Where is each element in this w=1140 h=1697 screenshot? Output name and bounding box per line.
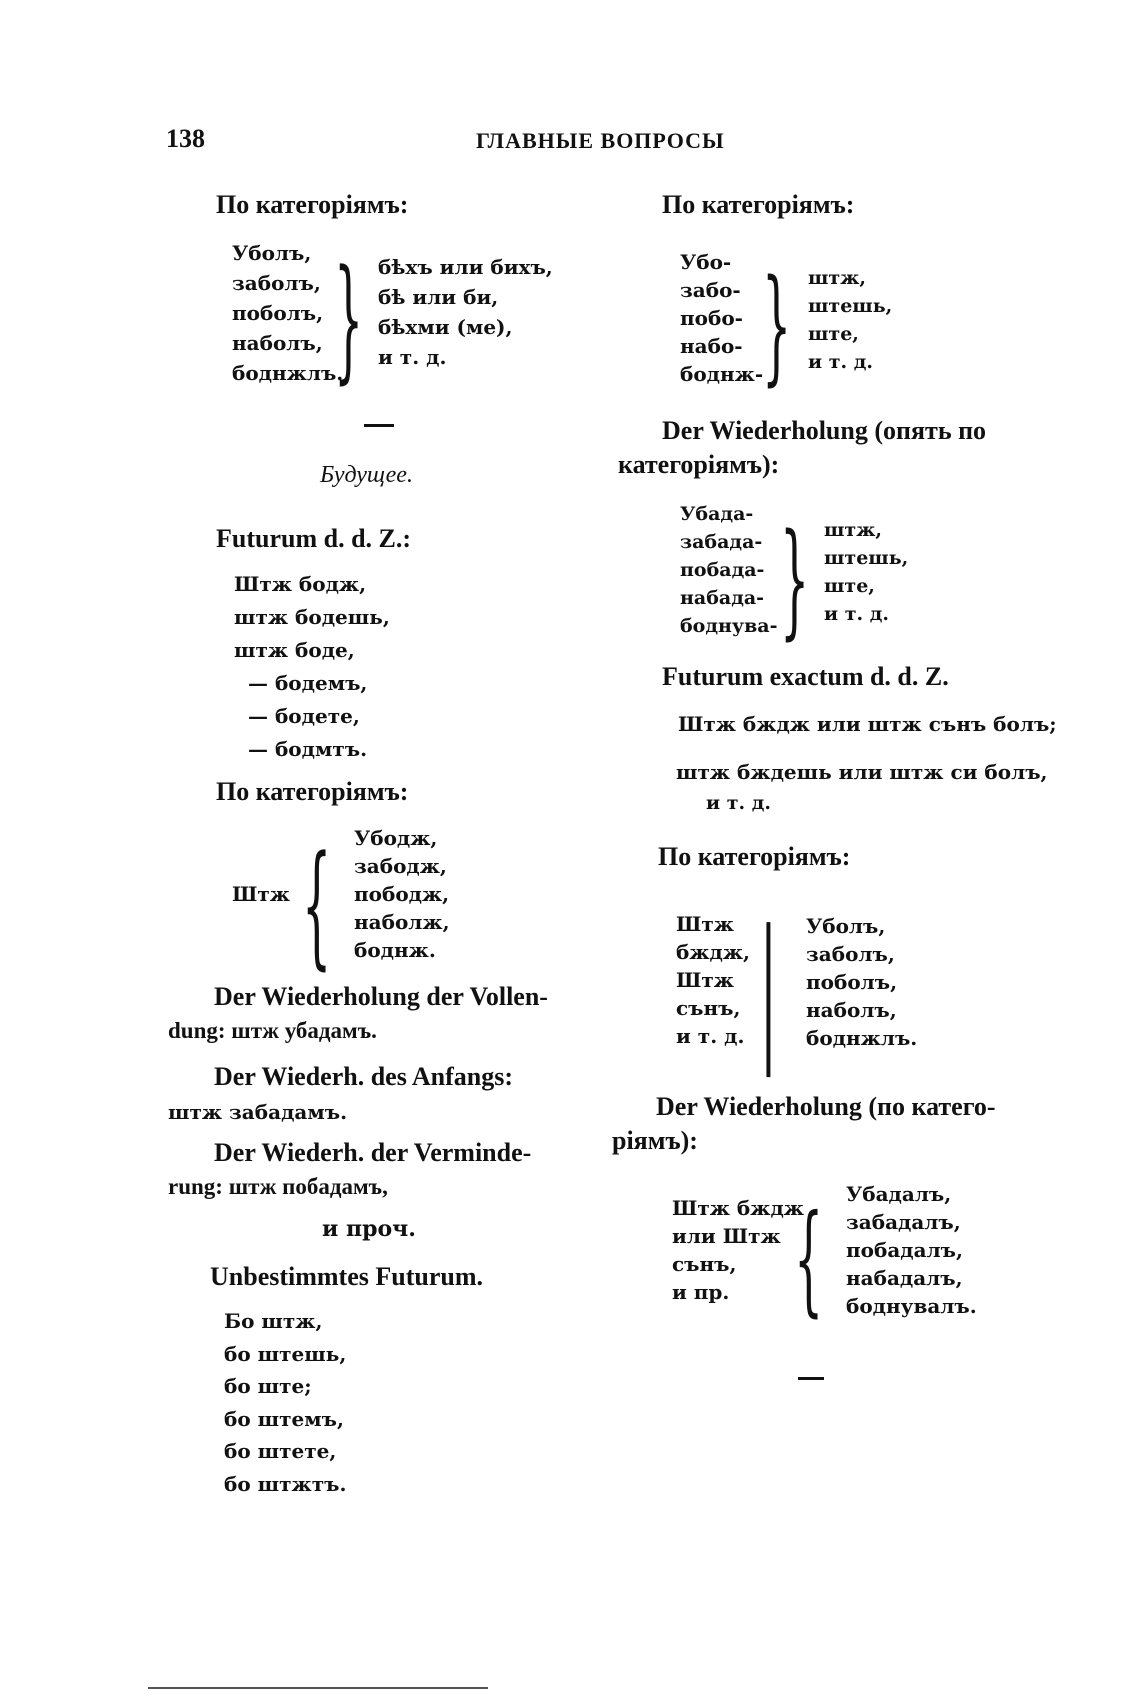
right-brace-icon: }	[780, 506, 810, 652]
list-item: поболъ,	[232, 301, 324, 325]
right-brace-icon: }	[762, 252, 792, 398]
wiederholung-vollendung-line1: Der Wiederholung der Vollen-	[214, 982, 548, 1011]
list-item: штж бодешь,	[234, 605, 390, 629]
wiederholung-vollendung-line2: dung: штж убадамъ.	[168, 1018, 377, 1043]
list-item: штe,	[824, 575, 875, 597]
right-cat4-participles	[846, 1180, 977, 1320]
list-item: бѣхми (ме),	[378, 315, 513, 339]
futurum-forms	[234, 568, 390, 766]
list-item: штe,	[808, 323, 859, 345]
list-item: бѣ или би,	[378, 285, 499, 309]
list-item: побо-	[680, 306, 743, 330]
list-item: бѣхъ или бихъ,	[378, 255, 553, 279]
running-title: ГЛАВНЫЕ ВОПРОСЫ	[476, 128, 725, 153]
left-brace-icon: {	[794, 1188, 824, 1329]
section-divider	[798, 1377, 824, 1380]
list-item: Штж бждж	[672, 1196, 804, 1220]
list-item: штж боде,	[234, 638, 355, 662]
left-cat2-auxiliary: Штж	[232, 882, 290, 906]
page-number: 138	[166, 124, 205, 153]
left-category-heading-1: По категоріямъ:	[216, 190, 409, 219]
list-item: побада-	[680, 559, 765, 581]
list-item: и т. д.	[378, 345, 447, 369]
list-item: — бодете,	[248, 704, 360, 728]
list-item: бо штe;	[224, 1374, 312, 1398]
right-cat2-stems	[680, 500, 777, 640]
list-item: боднжлъ.	[232, 361, 344, 385]
list-item: побадалъ,	[846, 1238, 963, 1262]
list-item: и пр.	[672, 1280, 730, 1304]
section-divider	[364, 424, 394, 427]
list-item: штешь,	[824, 547, 909, 569]
list-item: сънъ,	[676, 996, 741, 1020]
list-item: набада-	[680, 587, 765, 609]
wiederholung-anfangs-line1: Der Wiederh. des Anfangs:	[214, 1062, 514, 1091]
right-cat3-auxiliaries	[676, 910, 750, 1050]
right-brace-icon: }	[334, 240, 364, 397]
futurum-exactum-line3: и т. д.	[706, 792, 771, 814]
list-item: забодж,	[354, 854, 447, 878]
futurum-exactum-heading: Futurum exactum d. d. Z.	[662, 662, 949, 691]
left-category-heading-2: По категоріямъ:	[216, 777, 409, 806]
right-category-heading-3: По категоріямъ:	[658, 842, 851, 871]
list-item: поболъ,	[806, 970, 898, 994]
scan-edge-line	[148, 1687, 488, 1689]
unbestimmtes-forms	[224, 1305, 346, 1500]
list-item: забадалъ,	[846, 1210, 961, 1234]
right-wiederholung-line2: категоріямъ):	[618, 450, 780, 479]
list-item: Убада-	[680, 503, 754, 525]
list-item: бо штешь,	[224, 1341, 347, 1366]
futurum-heading: Futurum d. d. Z.:	[216, 524, 412, 553]
list-item: забо-	[680, 278, 741, 302]
list-item: набо-	[680, 334, 743, 358]
futurum-exactum-line1: Штж бждж или штж сънъ болъ;	[678, 712, 1057, 736]
future-title: Будущее.	[320, 462, 413, 488]
right-cat3-participles	[806, 912, 917, 1052]
list-item: Убадалъ,	[846, 1182, 952, 1206]
list-item: Убодж,	[354, 826, 438, 850]
list-item: наболъ,	[232, 331, 323, 355]
right-wiederholung2-line2: ріямъ):	[612, 1126, 698, 1155]
list-item: или Штж	[672, 1224, 781, 1248]
futurum-exactum-line2: штж бждешь или штж си болъ,	[676, 760, 1048, 784]
left-cat1-stems	[232, 238, 343, 388]
list-item: Штж	[676, 912, 734, 936]
list-item: боднува-	[680, 615, 778, 637]
list-item: бо штете,	[224, 1439, 337, 1463]
list-item: Штж бодж,	[234, 572, 367, 596]
list-item: наболъ,	[806, 998, 897, 1022]
right-category-heading-1: По категоріямъ:	[662, 190, 855, 219]
list-item: пободж,	[354, 882, 450, 906]
etc-text: и проч.	[322, 1216, 416, 1242]
right-cat2-endings	[824, 516, 908, 628]
right-wiederholung2-line1: Der Wiederholung (по катего-	[656, 1092, 996, 1121]
list-item: и т. д.	[676, 1024, 745, 1048]
list-item: штешь,	[808, 295, 893, 317]
list-item: боднж-	[680, 362, 764, 386]
list-item: набадалъ,	[846, 1266, 963, 1290]
list-item: — бодемъ,	[248, 671, 368, 695]
right-cat1-stems	[680, 248, 763, 388]
list-item: Уболъ,	[232, 241, 312, 265]
list-item: сънъ,	[672, 1252, 737, 1276]
wiederholung-verminderung-line1: Der Wiederh. der Verminde-	[214, 1138, 532, 1167]
list-item: Бо штж,	[224, 1309, 323, 1333]
unbestimmtes-futurum-heading: Unbestimmtes Futurum.	[210, 1262, 483, 1291]
list-item: штж,	[824, 519, 882, 541]
right-cat4-auxiliaries	[672, 1194, 804, 1306]
list-item: Уболъ,	[806, 914, 886, 938]
bracket-icon: |	[760, 898, 777, 1078]
wiederholung-verminderung-line2: rung: штж побадамъ,	[168, 1174, 388, 1199]
list-item: бо штжтъ.	[224, 1471, 347, 1496]
left-cat1-auxiliaries	[378, 252, 553, 372]
right-cat1-endings	[808, 264, 892, 376]
list-item: забада-	[680, 531, 763, 553]
left-cat2-forms	[354, 824, 450, 964]
list-item: заболъ,	[806, 942, 895, 966]
list-item: боднж.	[354, 938, 436, 962]
list-item: Штж	[676, 968, 734, 992]
list-item: наболж,	[354, 910, 450, 934]
list-item: боднжлъ.	[806, 1026, 918, 1050]
list-item: и т. д.	[824, 603, 889, 625]
right-wiederholung-line1: Der Wiederholung (опять по	[662, 416, 987, 445]
wiederholung-anfangs-line2: штж забадамъ.	[168, 1100, 348, 1124]
list-item: бо штемъ,	[224, 1406, 344, 1431]
list-item: Убо-	[680, 250, 732, 274]
list-item: боднувалъ.	[846, 1294, 977, 1318]
list-item: штж,	[808, 267, 866, 289]
list-item: — бодмтъ.	[248, 737, 368, 761]
list-item: и т. д.	[808, 351, 873, 373]
list-item: заболъ,	[232, 271, 321, 295]
left-brace-icon: {	[302, 826, 332, 983]
list-item: бждж,	[676, 940, 751, 964]
